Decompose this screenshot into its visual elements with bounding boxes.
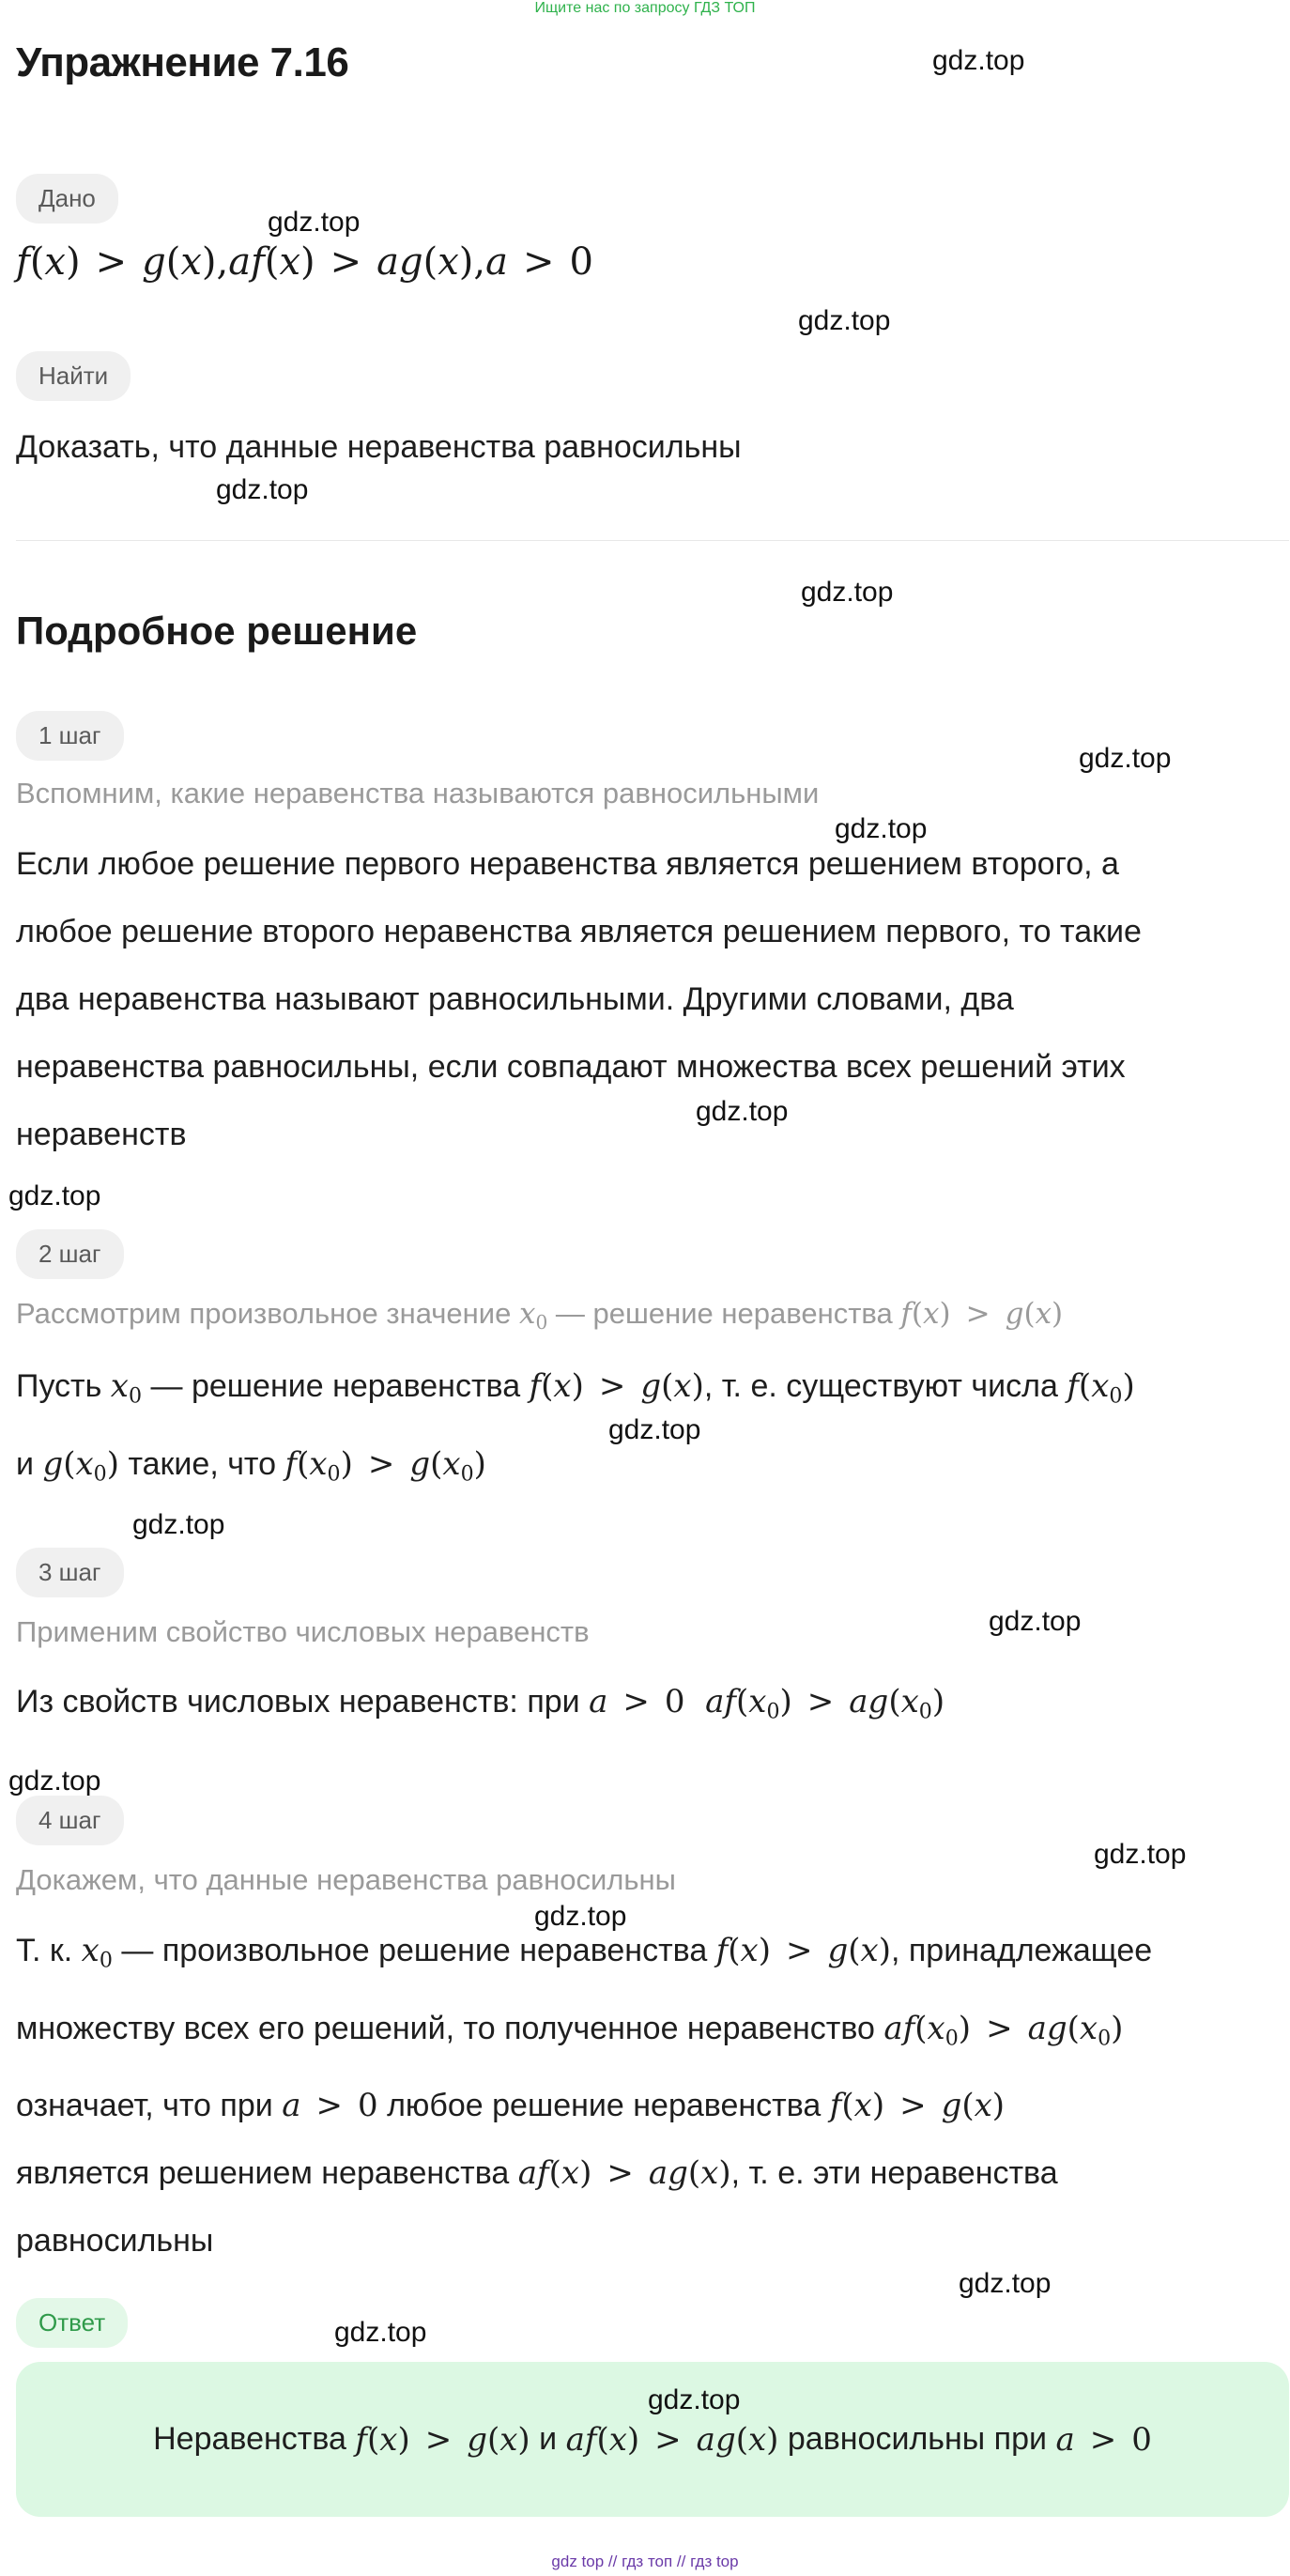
step-1-badge: 1 шаг bbox=[16, 711, 124, 761]
step-3-text: Из свойств числовых неравенств: при a > 0 $af(x_0) > ag(x_0)$ bbox=[16, 1683, 945, 1724]
find-text: Доказать, что данные неравенства равносильны bbox=[16, 429, 742, 465]
step-4-lead: Докажем, что данные неравенства равносильны bbox=[16, 1863, 676, 1896]
footer: gdz top // гдз топ // гдз top bbox=[551, 2553, 739, 2570]
watermark: gdz.top bbox=[648, 2384, 741, 2415]
watermark: gdz.top bbox=[8, 1766, 101, 1797]
watermark: gdz.top bbox=[608, 1414, 701, 1445]
answer-badge: Ответ bbox=[16, 2298, 128, 2348]
watermark: gdz.top bbox=[989, 1606, 1082, 1637]
watermark: gdz.top bbox=[696, 1096, 789, 1127]
watermark: gdz.top bbox=[1094, 1839, 1187, 1870]
watermark: gdz.top bbox=[268, 207, 361, 238]
step-1-text: Если любое решение первого неравенства является решением второго, а любое решение второго неравенства является решением первого, то такие два неравенства называют равносильными. Другими словами, два неравенства равносильны, если совпадают множества всех решений этих неравенств bbox=[16, 846, 1142, 1152]
watermark: gdz.top bbox=[1079, 743, 1172, 774]
watermark: gdz.top bbox=[8, 1180, 101, 1211]
top-banner: Ищите нас по запросу ГДЗ ТОП bbox=[534, 0, 756, 16]
watermark: gdz.top bbox=[216, 474, 309, 505]
find-badge: Найти bbox=[16, 351, 131, 401]
watermark: gdz.top bbox=[959, 2268, 1052, 2299]
watermark: gdz.top bbox=[932, 45, 1025, 76]
page-title: Упражнение 7.16 bbox=[16, 39, 349, 85]
step-2-text: Пусть $x_0$ — решение неравенства f(x) > g(x), т. е. существуют числа $f(x_0)$ и $g(x_0)$ такие, что $f(x_0) > g(x_0)$ bbox=[16, 1367, 1135, 1487]
answer-box: Неравенства f(x) > g(x) и af(x) > ag(x) равносильны при a > 0 bbox=[16, 2362, 1289, 2517]
watermark: gdz.top bbox=[534, 1901, 627, 1932]
step-3-badge: 3 шаг bbox=[16, 1548, 124, 1597]
given-badge: Дано bbox=[16, 174, 118, 224]
watermark: gdz.top bbox=[132, 1509, 225, 1540]
solution-title: Подробное решение bbox=[16, 609, 418, 653]
watermark: gdz.top bbox=[801, 577, 894, 608]
step-4-badge: 4 шаг bbox=[16, 1796, 124, 1845]
step-4-text: Т. к. $x_0$ — произвольное решение неравенства f(x) > g(x), принадлежащее множеству всех его решений, то полученное неравенство $af(x_0) > ag(x_0)$ означает, что при a > 0 любое решение неравенства f(x) > g(x) является решением неравенства af(x) > ag(x), т. е. эти неравенства равносильны bbox=[16, 1932, 1153, 2260]
watermark: gdz.top bbox=[835, 813, 928, 844]
step-1-lead: Вспомним, какие неравенства называются равносильными bbox=[16, 777, 820, 810]
given-formula: f(x) > g(x),af(x) > ag(x),a > 0 bbox=[16, 240, 593, 284]
watermark: gdz.top bbox=[798, 305, 891, 336]
step-2-lead: Рассмотрим произвольное значение $x_0$ — решение неравенства f(x) > g(x) bbox=[16, 1297, 1064, 1334]
watermark: gdz.top bbox=[334, 2317, 427, 2348]
step-2-badge: 2 шаг bbox=[16, 1229, 124, 1279]
step-3-lead: Применим свойство числовых неравенств bbox=[16, 1615, 590, 1648]
divider bbox=[16, 540, 1289, 541]
